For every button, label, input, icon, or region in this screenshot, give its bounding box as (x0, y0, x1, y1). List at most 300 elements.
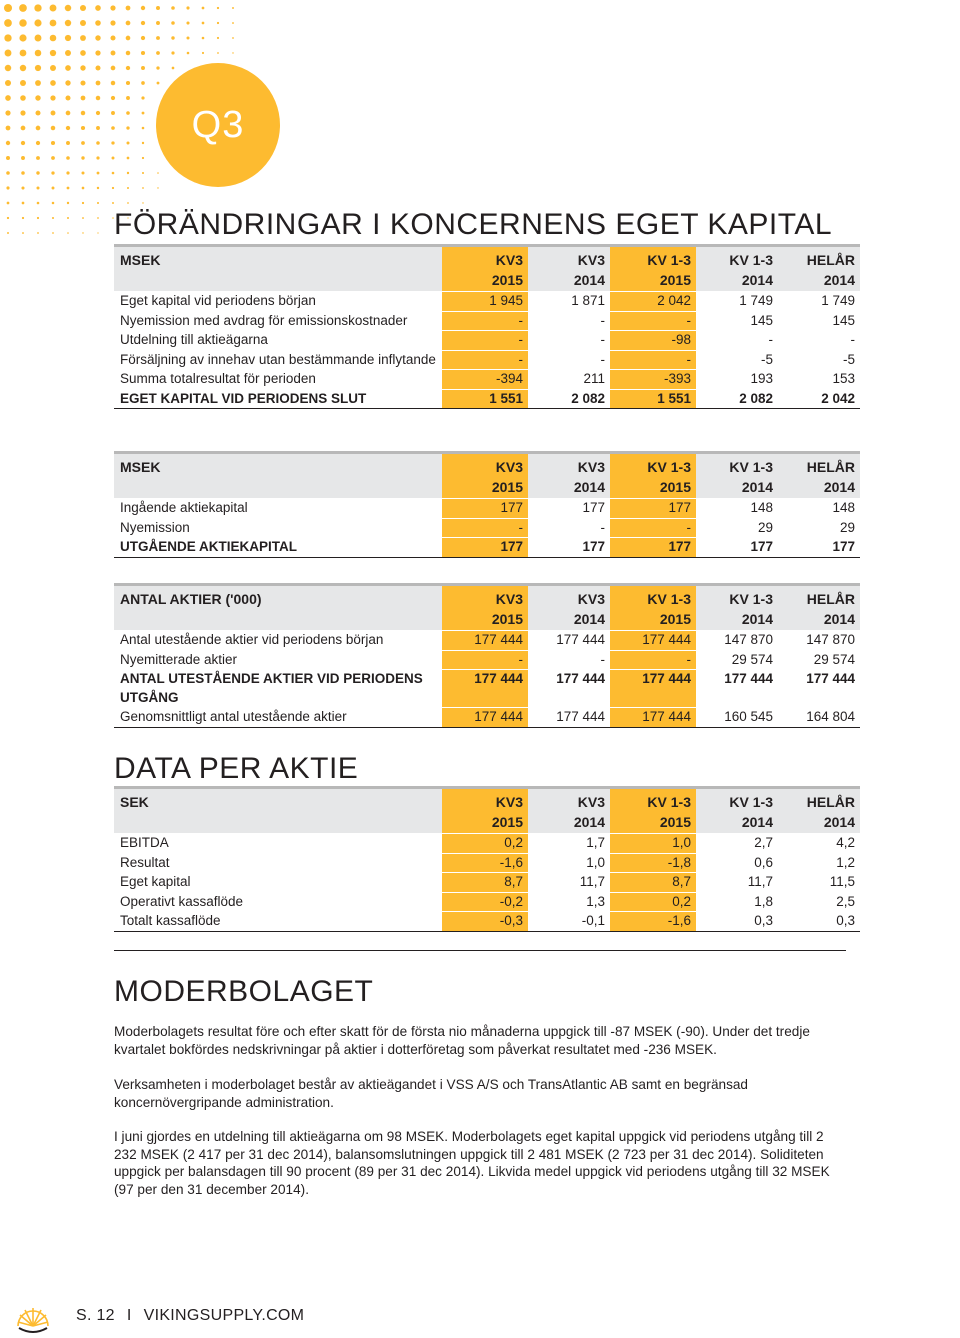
cell-value: 1 871 (528, 292, 610, 312)
pattern-dot (51, 141, 55, 145)
row-label: EBITDA (114, 834, 442, 854)
pattern-dot (52, 187, 55, 190)
pattern-dot (127, 172, 129, 174)
cell-value: 177 (442, 499, 528, 519)
column-header: KV3 (442, 246, 528, 272)
table-row (114, 708, 860, 728)
cell-value: 1 945 (442, 292, 528, 312)
pattern-dot (126, 6, 131, 11)
cell-value: - (442, 650, 528, 670)
cell-value: - (610, 350, 696, 370)
pattern-dot (6, 126, 11, 131)
pattern-dot (97, 187, 99, 189)
pattern-dot (80, 50, 86, 56)
row-label: Nyemission med avdrag för emissionskostnader (114, 311, 442, 331)
cell-value: 153 (778, 370, 860, 390)
table-header-spacer (114, 813, 442, 834)
column-header: KV3 (528, 585, 610, 611)
row-label: EGET KAPITAL VID PERIODENS SLUT (114, 389, 442, 409)
table-row (114, 873, 860, 893)
column-header: KV3 (442, 585, 528, 611)
pattern-dot (96, 96, 101, 101)
pattern-dot (96, 81, 101, 86)
table-row (114, 631, 860, 651)
table-header-label: MSEK (114, 453, 442, 479)
cell-value: 1,2 (778, 853, 860, 873)
cell-value: 211 (528, 370, 610, 390)
row-label: Försäljning av innehav utan bestämmande inflytande (114, 350, 442, 370)
pattern-dot (82, 187, 85, 190)
pattern-dot (111, 96, 115, 100)
table-header-label: ANTAL AKTIER ('000) (114, 585, 442, 611)
pattern-dot (110, 20, 115, 25)
table-row (114, 853, 860, 873)
cell-value: -0,1 (528, 912, 610, 932)
pattern-dot (36, 171, 39, 174)
row-label: Nyemitterade aktier (114, 650, 442, 670)
table-row (114, 518, 860, 538)
cell-value: 1 749 (696, 292, 778, 312)
parent-paragraph-1: Moderbolagets resultat före och efter skatt för de första nio månaderna uppgick till -87 MSEK (-90). Under det tredje kvartalet bokfördes nedskrivningar på aktier i dotterföretag som påverkat resultatet med -236 MSEK. (114, 1024, 810, 1057)
cell-value: 29 (778, 518, 860, 538)
cell-value: - (778, 331, 860, 351)
cell-value: 177 444 (528, 708, 610, 728)
pattern-dot (34, 4, 41, 11)
cell-value: - (528, 331, 610, 351)
pattern-dot (202, 22, 205, 25)
pattern-dot (217, 7, 219, 9)
pattern-dot (35, 35, 42, 42)
column-header: 2014 (696, 813, 778, 834)
cell-value: -1,6 (610, 912, 696, 932)
pattern-dot (81, 156, 84, 159)
cell-value: - (528, 650, 610, 670)
pattern-dot (35, 95, 40, 100)
cell-value: 177 444 (696, 670, 778, 708)
pattern-dot (52, 202, 55, 205)
pattern-dot (110, 35, 115, 40)
pattern-dot (50, 65, 56, 71)
cell-value: 1,8 (696, 892, 778, 912)
cell-value: 177 (610, 538, 696, 558)
pattern-dot (126, 81, 130, 85)
pattern-dot (65, 80, 70, 85)
pattern-dot (4, 19, 12, 27)
pattern-dot (19, 4, 27, 12)
cell-value: -0,3 (442, 912, 528, 932)
cell-value: - (442, 518, 528, 538)
cell-value: 29 574 (778, 650, 860, 670)
cell-value: -5 (696, 350, 778, 370)
cell-value: 0,6 (696, 853, 778, 873)
pattern-dot (126, 21, 131, 26)
row-label: Totalt kassaflöde (114, 912, 442, 932)
pattern-dot (6, 186, 9, 189)
pattern-dot (141, 36, 145, 40)
pattern-dot (21, 171, 25, 175)
table-row (114, 538, 860, 558)
sunburst-logo-icon (16, 1304, 50, 1338)
pattern-dot (80, 5, 86, 11)
pattern-dot (51, 126, 56, 131)
cell-value: 177 (778, 538, 860, 558)
column-header: 2015 (442, 610, 528, 631)
pattern-dot (96, 156, 99, 159)
pattern-dot (232, 7, 234, 9)
pattern-dot (111, 111, 115, 115)
table-row (114, 499, 860, 519)
row-label: ANTAL UTESTÅENDE AKTIER VID PERIODENS UTGÅNG (114, 670, 442, 708)
pattern-dot (111, 141, 114, 144)
table-row (114, 292, 860, 312)
pattern-dot (141, 51, 145, 55)
cell-value: 1 551 (610, 389, 696, 409)
pattern-dot (142, 172, 144, 174)
pattern-dot (51, 111, 56, 116)
pattern-dot (22, 202, 25, 205)
pattern-dot (5, 95, 11, 101)
pattern-dot (202, 37, 205, 40)
pattern-dot (126, 141, 129, 144)
pattern-dot (112, 157, 115, 160)
pattern-dot (97, 172, 100, 175)
equity-changes-table (114, 244, 855, 409)
pattern-dot (142, 202, 143, 203)
pattern-dot (51, 171, 54, 174)
pattern-dot (7, 217, 9, 219)
cell-value: 177 (442, 538, 528, 558)
parent-paragraph-2: Verksamheten i moderbolaget består av aktieägandet i VSS A/S och TransAtlantic AB samt en begränsad koncernövergripande administration. (114, 1077, 748, 1110)
pattern-dot (217, 52, 219, 54)
pattern-dot (5, 110, 10, 115)
column-header: KV3 (528, 246, 610, 272)
website-link[interactable]: VIKINGSUPPLY.COM (143, 1307, 305, 1324)
pattern-dot (95, 65, 100, 70)
pattern-dot (21, 186, 24, 189)
row-label: Eget kapital (114, 873, 442, 893)
cell-value: 177 444 (778, 670, 860, 708)
pattern-dot (67, 187, 70, 190)
pattern-dot (5, 50, 12, 57)
column-header: 2014 (778, 478, 860, 499)
cell-value: 177 444 (528, 631, 610, 651)
pattern-dot (20, 50, 27, 57)
pattern-dot (232, 52, 233, 53)
pattern-dot (156, 51, 160, 55)
cell-value: 2,5 (778, 892, 860, 912)
pattern-dot (21, 156, 25, 160)
column-header: KV3 (528, 453, 610, 479)
pattern-dot (126, 51, 131, 56)
cell-value: 145 (696, 311, 778, 331)
table-row (114, 892, 860, 912)
pattern-dot (97, 202, 99, 204)
table-row (114, 350, 860, 370)
cell-value: 1,0 (610, 834, 696, 854)
pattern-dot (7, 202, 10, 205)
pattern-dot (156, 6, 160, 10)
cell-value: 1 749 (778, 292, 860, 312)
pattern-dot (157, 187, 158, 188)
pattern-dot (65, 5, 71, 11)
cell-value: 8,7 (610, 873, 696, 893)
pattern-dot (65, 50, 71, 56)
pattern-dot (66, 156, 70, 160)
pattern-dot (156, 66, 159, 69)
pattern-dot (36, 156, 40, 160)
cell-value: - (528, 350, 610, 370)
pattern-dot (111, 66, 116, 71)
table-row (114, 650, 860, 670)
cell-value: 0,3 (778, 912, 860, 932)
row-label: Utdelning till aktieägarna (114, 331, 442, 351)
pattern-dot (141, 81, 145, 85)
cell-value: 193 (696, 370, 778, 390)
table-row (114, 370, 860, 390)
column-header: 2014 (696, 610, 778, 631)
cell-value: 2 082 (696, 389, 778, 409)
pattern-dot (157, 172, 159, 174)
cell-value: -98 (610, 331, 696, 351)
column-header: 2015 (442, 813, 528, 834)
pattern-dot (126, 66, 130, 70)
section-title-equity: FÖRÄNDRINGAR I KONCERNENS EGET KAPITAL (114, 208, 833, 241)
column-header: 2014 (528, 271, 610, 292)
column-header: 2014 (778, 610, 860, 631)
pattern-dot (4, 4, 12, 12)
pattern-dot (5, 65, 11, 71)
cell-value: 177 (696, 538, 778, 558)
pattern-dot (217, 37, 219, 39)
pattern-dot (95, 20, 101, 26)
pattern-dot (20, 65, 26, 71)
pattern-dot (202, 52, 204, 54)
cell-value: -1,8 (610, 853, 696, 873)
cell-value: 160 545 (696, 708, 778, 728)
pattern-dot (171, 51, 174, 54)
pattern-dot (36, 126, 41, 131)
pattern-dot (6, 156, 10, 160)
data-table (114, 583, 860, 728)
pattern-dot (95, 5, 101, 11)
column-header: 2015 (442, 271, 528, 292)
cell-value: 177 (528, 499, 610, 519)
cell-value: 148 (696, 499, 778, 519)
section-divider (114, 950, 846, 951)
table-row (114, 912, 860, 932)
column-header: HELÅR (778, 453, 860, 479)
pattern-dot (66, 126, 70, 130)
cell-value: 2 082 (528, 389, 610, 409)
cell-value: 11,7 (696, 873, 778, 893)
pattern-dot (22, 232, 24, 234)
pattern-dot (157, 82, 160, 85)
pattern-dot (80, 20, 86, 26)
cell-value: 177 444 (610, 670, 696, 708)
cell-value: 177 444 (442, 631, 528, 651)
cell-value: - (528, 311, 610, 331)
quarter-badge-label: Q3 (191, 103, 245, 146)
pattern-dot (142, 142, 144, 144)
pattern-dot (112, 172, 115, 175)
table-header-spacer (114, 271, 442, 292)
page-number: S. 12 (76, 1307, 115, 1324)
section-title-parent: MODERBOLAGET (114, 975, 374, 1008)
row-label: Summa totalresultat för perioden (114, 370, 442, 390)
pattern-dot (50, 35, 57, 42)
row-label: Nyemission (114, 518, 442, 538)
cell-value: - (610, 650, 696, 670)
column-header: KV 1-3 (610, 453, 696, 479)
column-header: 2014 (778, 813, 860, 834)
pattern-dot (96, 111, 100, 115)
cell-value: - (442, 331, 528, 351)
pattern-dot (80, 65, 85, 70)
column-header: KV 1-3 (610, 788, 696, 814)
pattern-dot (141, 96, 144, 99)
pattern-dot (95, 50, 100, 55)
table-header-label: MSEK (114, 246, 442, 272)
pattern-dot (35, 65, 41, 71)
pattern-dot (7, 232, 9, 234)
cell-value: 0,2 (610, 892, 696, 912)
pattern-dot (126, 126, 129, 129)
pattern-dot (19, 19, 26, 26)
pattern-dot (5, 80, 11, 86)
parent-paragraph-3: I juni gjordes en utdelning till aktieägarna om 98 MSEK. Moderbolagets eget kapital uppgick vid periodens utgång till 2 232 MSEK (2 417 per 31 dec 2014), balansomslutningen uppgick till 2 481 MSEK (2 723 per 31 dec 2014). Soliditeten uppgick per balansdagen till 90 procent (89 per 31 dec 2014). Likvida medel uppgick vid periodens utgång till 32 MSEK (97 per den 31 december 2014). (114, 1129, 830, 1197)
column-header: KV3 (442, 453, 528, 479)
cell-value: 177 444 (442, 670, 528, 708)
pattern-dot (21, 126, 26, 131)
data-table (114, 451, 860, 558)
column-header: KV3 (528, 788, 610, 814)
pattern-dot (20, 80, 26, 86)
pattern-dot (50, 80, 56, 86)
pattern-dot (52, 232, 54, 234)
pattern-dot (127, 157, 130, 160)
pattern-dot (187, 52, 190, 55)
table-row (114, 670, 860, 708)
column-header: 2015 (610, 478, 696, 499)
pattern-dot (141, 66, 145, 70)
pattern-dot (20, 110, 25, 115)
footer-separator: I (126, 1307, 132, 1324)
cell-value: 1,3 (528, 892, 610, 912)
pattern-dot (6, 171, 10, 175)
row-label: Eget kapital vid periodens början (114, 292, 442, 312)
cell-value: 1,0 (528, 853, 610, 873)
row-label: Antal utestående aktier vid periodens början (114, 631, 442, 651)
cell-value: 0,3 (696, 912, 778, 932)
cell-value: 2,7 (696, 834, 778, 854)
pattern-dot (142, 127, 145, 130)
pattern-dot (65, 95, 70, 100)
pattern-dot (171, 21, 175, 25)
table-row (114, 834, 860, 854)
pattern-dot (4, 34, 11, 41)
cell-value: 11,7 (528, 873, 610, 893)
pattern-dot (156, 36, 160, 40)
pattern-dot (21, 141, 25, 145)
column-header: 2014 (778, 271, 860, 292)
pattern-dot (127, 202, 129, 204)
pattern-dot (171, 36, 174, 39)
cell-value: - (528, 518, 610, 538)
pattern-dot (186, 21, 189, 24)
pattern-dot (81, 126, 85, 130)
pattern-dot (19, 34, 26, 41)
pattern-dot (202, 7, 205, 10)
pattern-dot (186, 36, 189, 39)
cell-value: 177 444 (442, 708, 528, 728)
table-header-spacer (114, 478, 442, 499)
column-header: 2014 (528, 813, 610, 834)
pattern-dot (36, 186, 39, 189)
pattern-dot (141, 6, 145, 10)
pattern-dot (111, 126, 115, 130)
pattern-dot (156, 21, 160, 25)
cell-value: -394 (442, 370, 528, 390)
pattern-dot (80, 35, 86, 41)
pattern-dot (126, 36, 131, 41)
row-label: Operativt kassaflöde (114, 892, 442, 912)
cell-value: 177 444 (528, 670, 610, 708)
cell-value: - (610, 311, 696, 331)
pattern-dot (172, 67, 175, 70)
column-header: 2015 (610, 271, 696, 292)
table-row (114, 389, 860, 409)
cell-value: 147 870 (778, 631, 860, 651)
pattern-dot (35, 110, 40, 115)
pattern-dot (82, 202, 84, 204)
pattern-dot (22, 217, 24, 219)
pattern-dot (97, 232, 98, 233)
pattern-dot (51, 156, 55, 160)
pattern-dot (142, 112, 145, 115)
pattern-dot (65, 20, 71, 26)
cell-value: 11,5 (778, 873, 860, 893)
column-header: KV 1-3 (696, 453, 778, 479)
pattern-dot (37, 232, 39, 234)
table-header-spacer (114, 610, 442, 631)
pattern-dot (142, 157, 144, 159)
pattern-dot (67, 232, 69, 234)
column-header: HELÅR (778, 585, 860, 611)
pattern-dot (6, 141, 10, 145)
shares-count-table (114, 583, 855, 728)
pattern-dot (80, 80, 85, 85)
pattern-dot (96, 141, 100, 145)
cell-value: 177 444 (610, 708, 696, 728)
cell-value: 0,2 (442, 834, 528, 854)
table-row (114, 331, 860, 351)
cell-value: - (442, 350, 528, 370)
share-capital-table (114, 451, 855, 558)
pattern-dot (37, 202, 40, 205)
cell-value: 8,7 (442, 873, 528, 893)
column-header: 2014 (528, 610, 610, 631)
column-header: KV 1-3 (610, 246, 696, 272)
pattern-dot (34, 19, 41, 26)
pattern-dot (81, 96, 86, 101)
pattern-dot (186, 6, 189, 9)
cell-value: -1,6 (442, 853, 528, 873)
table-row (114, 311, 860, 331)
pattern-dot (67, 217, 69, 219)
row-label: Ingående aktiekapital (114, 499, 442, 519)
cell-value: 1 551 (442, 389, 528, 409)
cell-value: 148 (778, 499, 860, 519)
